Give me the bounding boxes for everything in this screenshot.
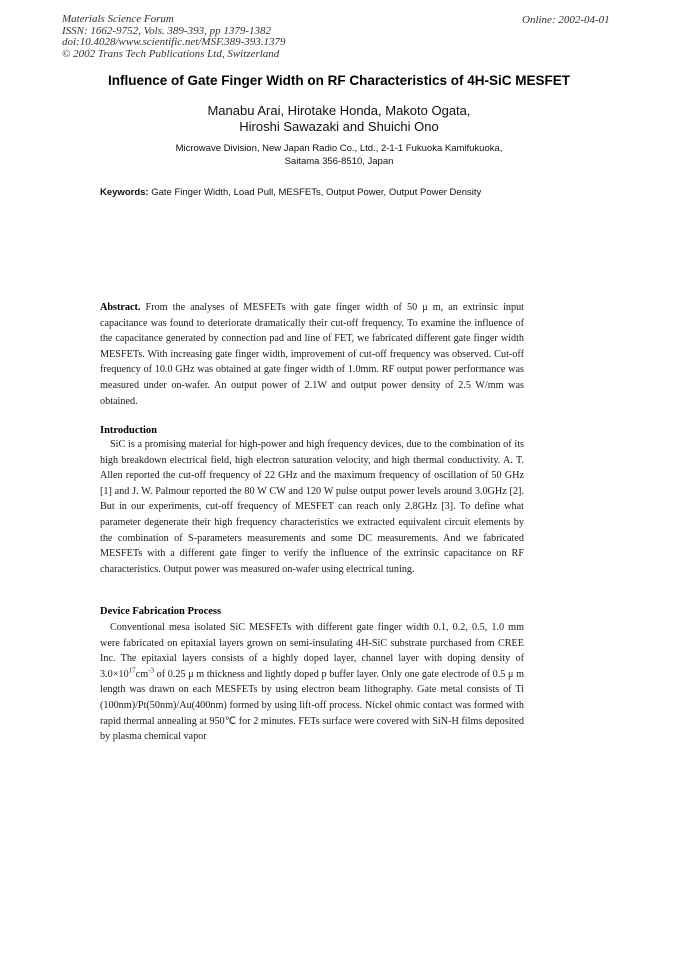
affiliation (0, 143, 678, 168)
keywords-label: Keywords: (100, 187, 149, 198)
paper-title: Influence of Gate Finger Width on RF Characteristics of 4H-SiC MESFET (108, 73, 570, 88)
journal-header (62, 14, 286, 60)
affiliation-line-1: Microwave Division, New Japan Radio Co., Ltd., 2-1-1 Fukuoka Kamifukuoka, (175, 143, 503, 154)
device-fabrication-unit: cm (135, 668, 149, 680)
introduction-text: SiC is a promising material for high-power and high frequency devices, due to the combination of its high breakdown electrical field, high electron saturation velocity, and high thermal conductivity. A. T. Allen reported the cut-off frequency of 22 GHz and the maximum frequency of oscillation of 50 GHz [1] and J. W. Palmour reported the 80 W CW and 120 W pulse output power levels around 3.0GHz [2]. But in our experiments, cut-off frequency of MESFET can reach only 2.8GHz [3]. To define what parameter degenerate their high frequency characteristics we extracted equivalent circuit elements by the combination of S-parameters measurements and some DC measurements. And we fabricated MESFETs with a different gate finger to verify the influence of the extrinsic capacitance on RF characteristics. Output power was measured on-wafer using electrical tuning. (100, 439, 524, 575)
abstract (100, 300, 524, 409)
journal-issn: ISSN: 1662-9752, Vols. 389-393, pp 1379-1382 (62, 24, 271, 37)
doping-exponent: 17 (128, 666, 136, 675)
authors-line-2: Hiroshi Sawazaki and Shuichi Ono (239, 119, 439, 134)
abstract-text: From the analyses of MESFETs with gate finger width of 50 μ m, an extrinsic input capacitance was found to deteriorate dramatically their cut-off frequency. To examine the influence of the capacitance generated by connection pad and line of FET, we fabricated different gate finger width MESFETs. With increasing gate finger width, improvement of cut-off frequency was observed. Cut-off frequency of 10.0 GHz was obtained at gate finger width of 1.0mm. RF output power performance was measured under on-wafer. An output power of 2.1W and output power density of 2.5 W/mm was obtained. (100, 302, 525, 407)
author-list (0, 103, 678, 135)
device-fabrication-text (100, 620, 524, 745)
journal-doi: doi:10.4028/www.scientific.net/MSF.389-393.1379 (62, 36, 286, 48)
journal-name: Materials Science Forum (62, 13, 174, 25)
keywords-text: Gate Finger Width, Load Pull, MESFETs, Output Power, Output Power Density (151, 187, 482, 198)
keywords (100, 187, 481, 198)
affiliation-line-2: Saitama 356-8510, Japan (284, 155, 394, 167)
introduction-heading: Introduction (100, 425, 157, 436)
online-date: Online: 2002-04-01 (522, 14, 610, 26)
device-fabrication-text-2: of 0.25 μ m thickness and lightly doped p buffer layer. Only one gate electrode of 0.5 μ m length was drawn on each MESFETs by using electron beam lithography. Gate metal consists of Ti (100nm)/Pt(50nm)/Au(400nm) formed by using lift-off process. Nickel ohmic contact was formed with rapid thermal annealing at 950℃ for 2 minutes. FETs surface were covered with SiN-H films deposited by plasma chemical vapor (100, 668, 524, 743)
authors-line-1: Manabu Arai, Hirotake Honda, Makoto Ogata, (207, 103, 471, 118)
device-fabrication-text-1: Conventional mesa isolated SiC MESFETs with different gate finger width 0.1, 0.2, 0.5, 1.0 mm were fabricated on epitaxial layers grown on semi-insulating 4H-SiC substrate purchased from CREE Inc. The epitaxial layers consists of a highly doped layer, channel layer with doping density of 3.0×10 (100, 622, 524, 680)
abstract-label: Abstract. (100, 302, 141, 313)
device-fabrication-heading: Device Fabrication Process (100, 606, 222, 617)
journal-copyright: © 2002 Trans Tech Publications Ltd, Switzerland (62, 47, 280, 60)
unit-exponent: -3 (148, 666, 154, 675)
